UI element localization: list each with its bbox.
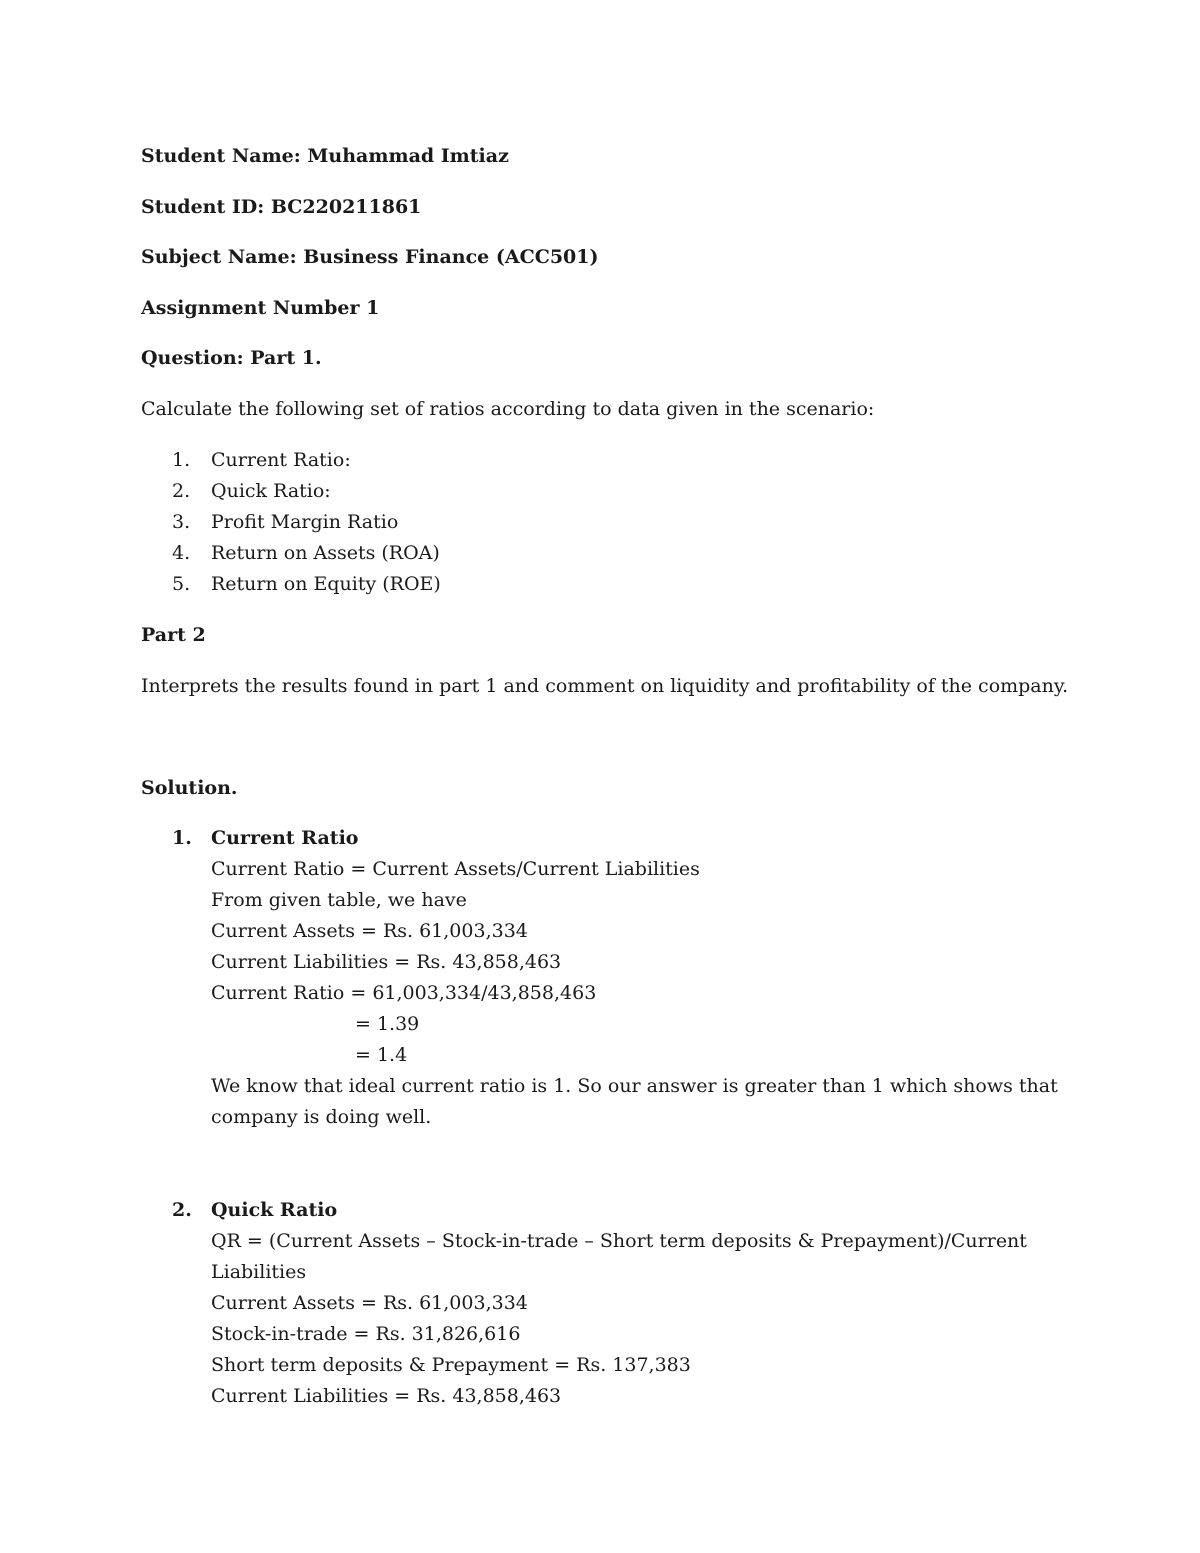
list-item: Return on Equity (ROE): [211, 573, 441, 595]
formula-line: Current Ratio = Current Assets/Current Liabilities: [211, 858, 700, 880]
question-intro: Calculate the following set of ratios according to data given in the scenario:: [141, 398, 875, 420]
part2-heading: Part 2: [141, 624, 206, 646]
list-item-number: 1.: [172, 449, 191, 471]
comment-line: company is doing well.: [211, 1106, 432, 1128]
list-item-number: 2.: [172, 480, 191, 502]
calculation-line: Current Ratio = 61,003,334/43,858,463: [211, 982, 597, 1004]
student-name: Student Name: Muhammad Imtiaz: [141, 145, 509, 167]
question-heading: Question: Part 1.: [141, 347, 322, 369]
list-item-number: 4.: [172, 542, 191, 564]
list-item-number: 3.: [172, 511, 191, 533]
list-item: Return on Assets (ROA): [211, 542, 440, 564]
section-number: 1.: [172, 827, 192, 849]
formula-line: QR = (Current Assets – Stock-in-trade – Short term deposits & Prepayment)/Current: [211, 1230, 1027, 1252]
value-line: Current Liabilities = Rs. 43,858,463: [211, 1385, 562, 1407]
value-line: Stock-in-trade = Rs. 31,826,616: [211, 1323, 521, 1345]
result-line: = 1.39: [355, 1013, 420, 1035]
comment-line: We know that ideal current ratio is 1. So our answer is greater than 1 which shows that: [211, 1075, 1058, 1097]
section-number: 2.: [172, 1199, 192, 1221]
part2-text: Interprets the results found in part 1 and comment on liquidity and profitability of the company.: [141, 675, 1069, 697]
list-item: Profit Margin Ratio: [211, 511, 399, 533]
assignment-number: Assignment Number 1: [141, 297, 380, 319]
formula-line: Liabilities: [211, 1261, 307, 1283]
value-line: Current Liabilities = Rs. 43,858,463: [211, 951, 562, 973]
value-line: Current Assets = Rs. 61,003,334: [211, 1292, 528, 1314]
value-line: Current Assets = Rs. 61,003,334: [211, 920, 528, 942]
subject-name: Subject Name: Business Finance (ACC501): [141, 246, 599, 268]
result-line: = 1.4: [355, 1044, 408, 1066]
text-line: From given table, we have: [211, 889, 467, 911]
list-item: Quick Ratio:: [211, 480, 331, 502]
list-item: Current Ratio:: [211, 449, 351, 471]
list-item-number: 5.: [172, 573, 191, 595]
section-title-current-ratio: Current Ratio: [211, 827, 359, 849]
section-title-quick-ratio: Quick Ratio: [211, 1199, 338, 1221]
solution-heading: Solution.: [141, 777, 238, 799]
value-line: Short term deposits & Prepayment = Rs. 137,383: [211, 1354, 691, 1376]
student-id: Student ID: BC220211861: [141, 196, 422, 218]
